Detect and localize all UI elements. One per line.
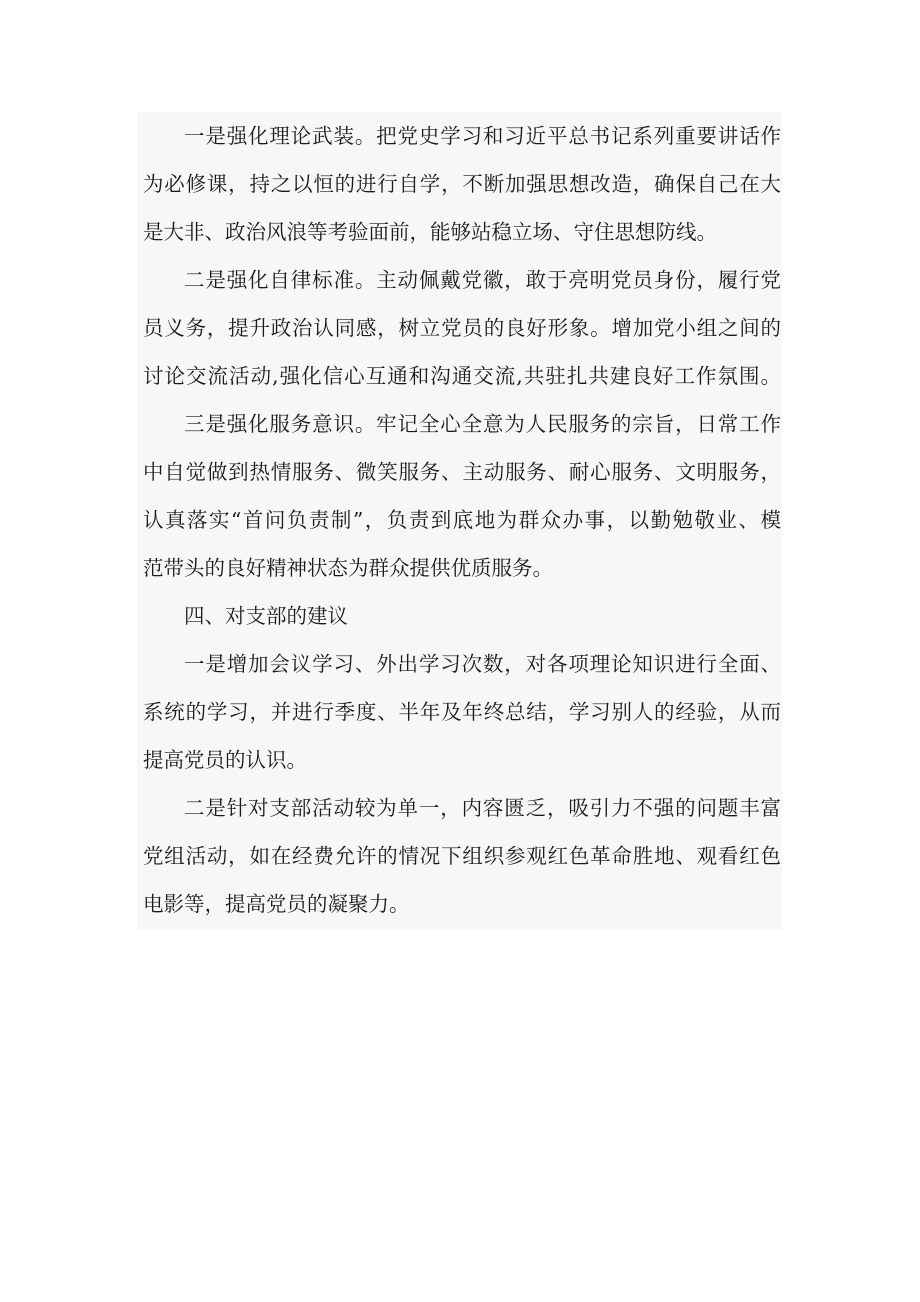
- paragraph-1-line-1: 一是强化理论武装。把党史学习和习近平总书记系列重要讲话作: [184, 124, 781, 148]
- section-heading: 四、对支部的建议: [184, 604, 348, 628]
- paragraph-1-line-2: 为必修课，持之以恒的进行自学，不断加强思想改造，确保自己在大: [143, 172, 781, 196]
- paragraph-4-line-2: 系统的学习，并进行季度、半年及年终总结，学习别人的经验，从而: [143, 700, 781, 724]
- paragraph-2-line-1: 二是强化自律标准。主动佩戴党徽，敢于亮明党员身份，履行党: [184, 268, 781, 292]
- paragraph-4-line-3: 提高党员的认识。: [143, 748, 307, 772]
- paragraph-3-line-1: 三是强化服务意识。牢记全心全意为人民服务的宗旨，日常工作: [184, 412, 781, 436]
- paragraph-1-line-3: 是大非、政治风浪等考验面前，能够站稳立场、守住思想防线。: [143, 220, 717, 244]
- document-text-block: [137, 112, 782, 930]
- paragraph-3-line-2: 中自觉做到热情服务、微笑服务、主动服务、耐心服务、文明服务，: [143, 460, 781, 484]
- paragraph-2-line-2: 员义务，提升政治认同感，树立党员的良好形象。增加党小组之间的: [143, 316, 781, 340]
- paragraph-3-line-4: 范带头的良好精神状态为群众提供优质服务。: [143, 556, 553, 580]
- paragraph-5-line-3: 电影等，提高党员的凝聚力。: [143, 892, 410, 916]
- paragraph-4-line-1: 一是增加会议学习、外出学习次数，对各项理论知识进行全面、: [184, 652, 781, 676]
- paragraph-5-line-1: 二是针对支部活动较为单一，内容匮乏，吸引力不强的问题丰富: [184, 796, 781, 820]
- paragraph-5-line-2: 党组活动，如在经费允许的情况下组织参观红色革命胜地、观看红色: [143, 844, 781, 868]
- paragraph-2-line-3: 讨论交流活动,强化信心互通和沟通交流,共驻扎共建良好工作氛围。: [143, 364, 781, 388]
- paragraph-3-line-3: 认真落实“首问负责制”，负责到底地为群众办事，以勤勉敬业、模: [143, 508, 781, 532]
